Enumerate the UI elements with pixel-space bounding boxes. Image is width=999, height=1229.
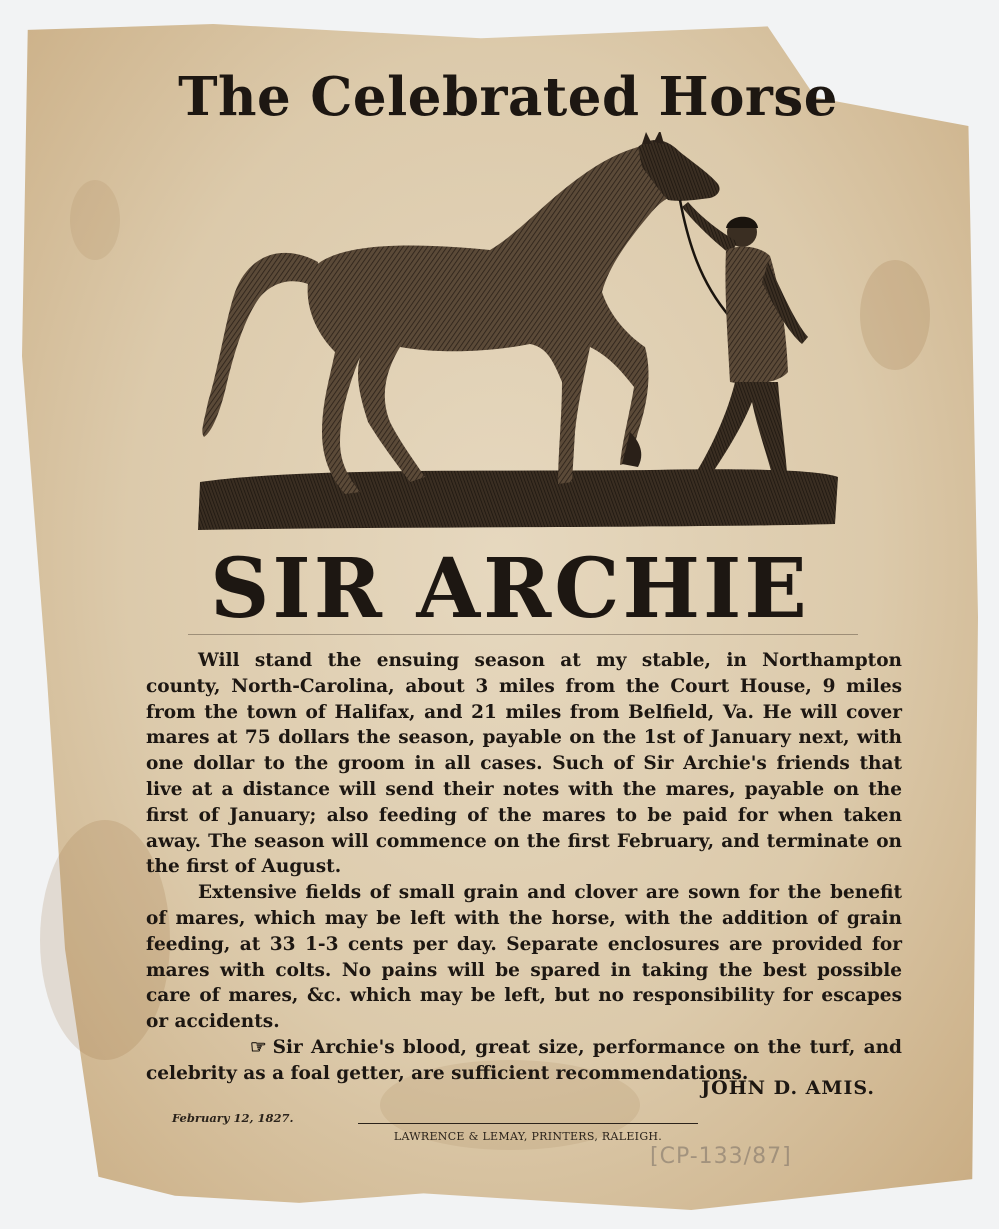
signature: JOHN D. AMIS.: [701, 1077, 875, 1099]
ground-strip: [198, 469, 838, 530]
printer-rule: [358, 1123, 698, 1124]
recommendation-text: Sir Archie's blood, great size, performance on the turf, and celebrity as a foal getter, are sufficient recommendations.: [146, 1036, 902, 1084]
horse-woodcut-illustration: [190, 132, 845, 530]
broadside-body: [146, 648, 902, 1087]
foxing-stain: [70, 180, 120, 260]
horse-name-heading: SIR ARCHIE: [210, 541, 810, 637]
bridle-rein: [680, 200, 730, 317]
groom-cap: [726, 217, 758, 228]
pointing-hand-icon: ☞: [250, 1036, 267, 1058]
printer-imprint: LAWRENCE & LEMAY, PRINTERS, RALEIGH.: [393, 1130, 663, 1143]
archive-call-number: [CP-133/87]: [650, 1144, 792, 1169]
horse-body: [308, 147, 715, 494]
divider-rule: [188, 634, 858, 635]
broadside-title: The Celebrated Horse: [178, 66, 838, 128]
horse-tail: [202, 253, 318, 437]
foxing-stain: [860, 260, 930, 370]
paragraph-fields: Extensive fields of small grain and clover are sown for the benefit of mares, which may be left with the horse, with the addition of grain feeding, at 33 1-3 cents per day. Separate enclosures are provided for mares with colts. No pains will be spared in taking the best possible care of mares, &c. which may be left, but no responsibility for escapes or accidents.: [146, 882, 902, 1033]
print-date: February 12, 1827.: [172, 1111, 294, 1125]
groom-coat: [725, 247, 788, 384]
paragraph-terms: Will stand the ensuing season at my stable, in Northampton county, North-Carolina, about 3 miles from the Court House, 9 miles from the town of Halifax, and 21 miles from Belfield, Va. He will cover mares at 75 dollars the season, payable on the 1st of January next, with one dollar to the groom in all cases. Such of Sir Archie's friends that live at a distance will send their notes with the mares, payable on the first of January; also feeding of the mares to be paid for when taken away. The season will commence on the first February, and terminate on the first of August.: [146, 650, 902, 878]
